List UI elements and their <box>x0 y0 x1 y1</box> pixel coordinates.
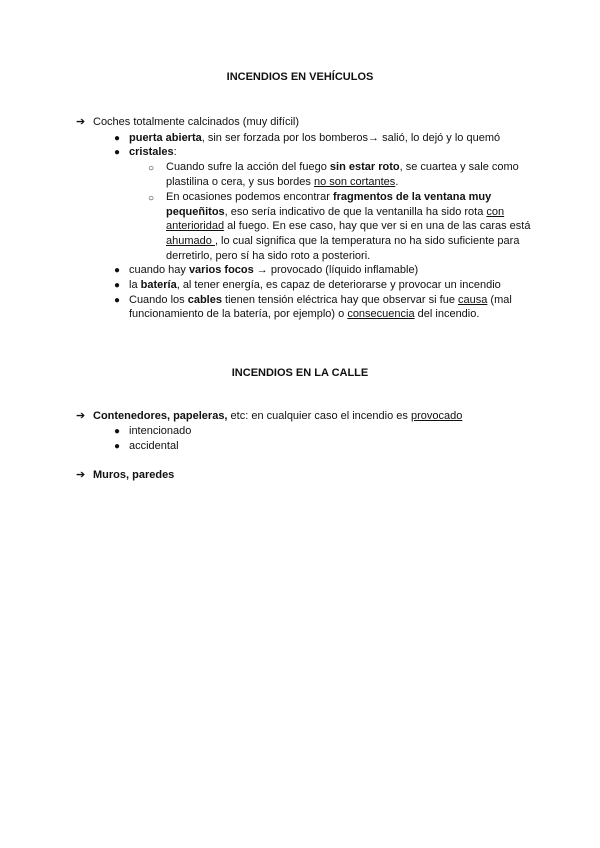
sub-item-cuando-line2: plastilina o cera, y sus bordes no son cortantes. <box>166 176 399 188</box>
bullet-icon: ● <box>113 133 121 144</box>
list-item-intencionado: intencionado <box>129 425 192 437</box>
section-title-calle: INCENDIOS EN LA CALLE <box>231 367 369 379</box>
bullet-icon: ● <box>113 426 121 437</box>
list-item-puerta: puerta abierta, sin ser forzada por los bomberos→ salió, lo dejó y lo quemó <box>129 132 501 144</box>
list-item-focos: cuando hay varios focos → provocado (líquido inflamable) <box>129 264 419 276</box>
bullet-icon: ● <box>113 441 121 452</box>
bullet-icon: ● <box>113 147 121 158</box>
list-item-bateria: la batería, al tener energía, es capaz de deteriorarse y provocar un incendio <box>129 279 501 291</box>
bullet-icon: ● <box>113 265 121 276</box>
list-item-accidental: accidental <box>129 440 179 452</box>
list-item-coches: Coches totalmente calcinados (muy difícil) <box>93 116 300 128</box>
circle-bullet-icon: ○ <box>147 163 155 174</box>
section-title-vehiculos: INCENDIOS EN VEHÍCULOS <box>226 71 374 83</box>
list-item-cables-line1: Cuando los cables tienen tensión eléctrica hay que observar si fue causa (mal <box>129 294 512 306</box>
list-item-cables-line2: funcionamiento de la batería, por ejemplo) o consecuencia del incendio. <box>129 308 480 320</box>
arrow-bullet-icon: ➔ <box>76 469 86 481</box>
sub-item-cuando-line1: Cuando sufre la acción del fuego sin estar roto, se cuartea y sale como <box>166 161 519 173</box>
sub-item-ocasiones-line1: En ocasiones podemos encontrar fragmentos de la ventana muy <box>166 191 492 203</box>
list-item-cristales: cristales: <box>129 146 177 158</box>
list-item-muros: Muros, paredes <box>93 469 175 481</box>
arrow-bullet-icon: ➔ <box>76 116 86 128</box>
bullet-icon: ● <box>113 295 121 306</box>
sub-item-ocasiones-line5: derretirlo, pero sí ha sido roto a posteriori. <box>166 250 371 262</box>
sub-item-ocasiones-line4: ahumado , lo cual significa que la temperatura no ha sido suficiente para <box>166 235 520 247</box>
arrow-bullet-icon: ➔ <box>76 410 86 422</box>
bullet-icon: ● <box>113 280 121 291</box>
sub-item-ocasiones-line2: pequeñitos, eso sería indicativo de que la ventanilla ha sido rota con <box>166 206 505 218</box>
list-item-contenedores: Contenedores, papeleras, etc: en cualquier caso el incendio es provocado <box>93 410 463 422</box>
sub-item-ocasiones-line3: anterioridad al fuego. En ese caso, hay que ver si en una de las caras está <box>166 220 531 232</box>
circle-bullet-icon: ○ <box>147 193 155 204</box>
